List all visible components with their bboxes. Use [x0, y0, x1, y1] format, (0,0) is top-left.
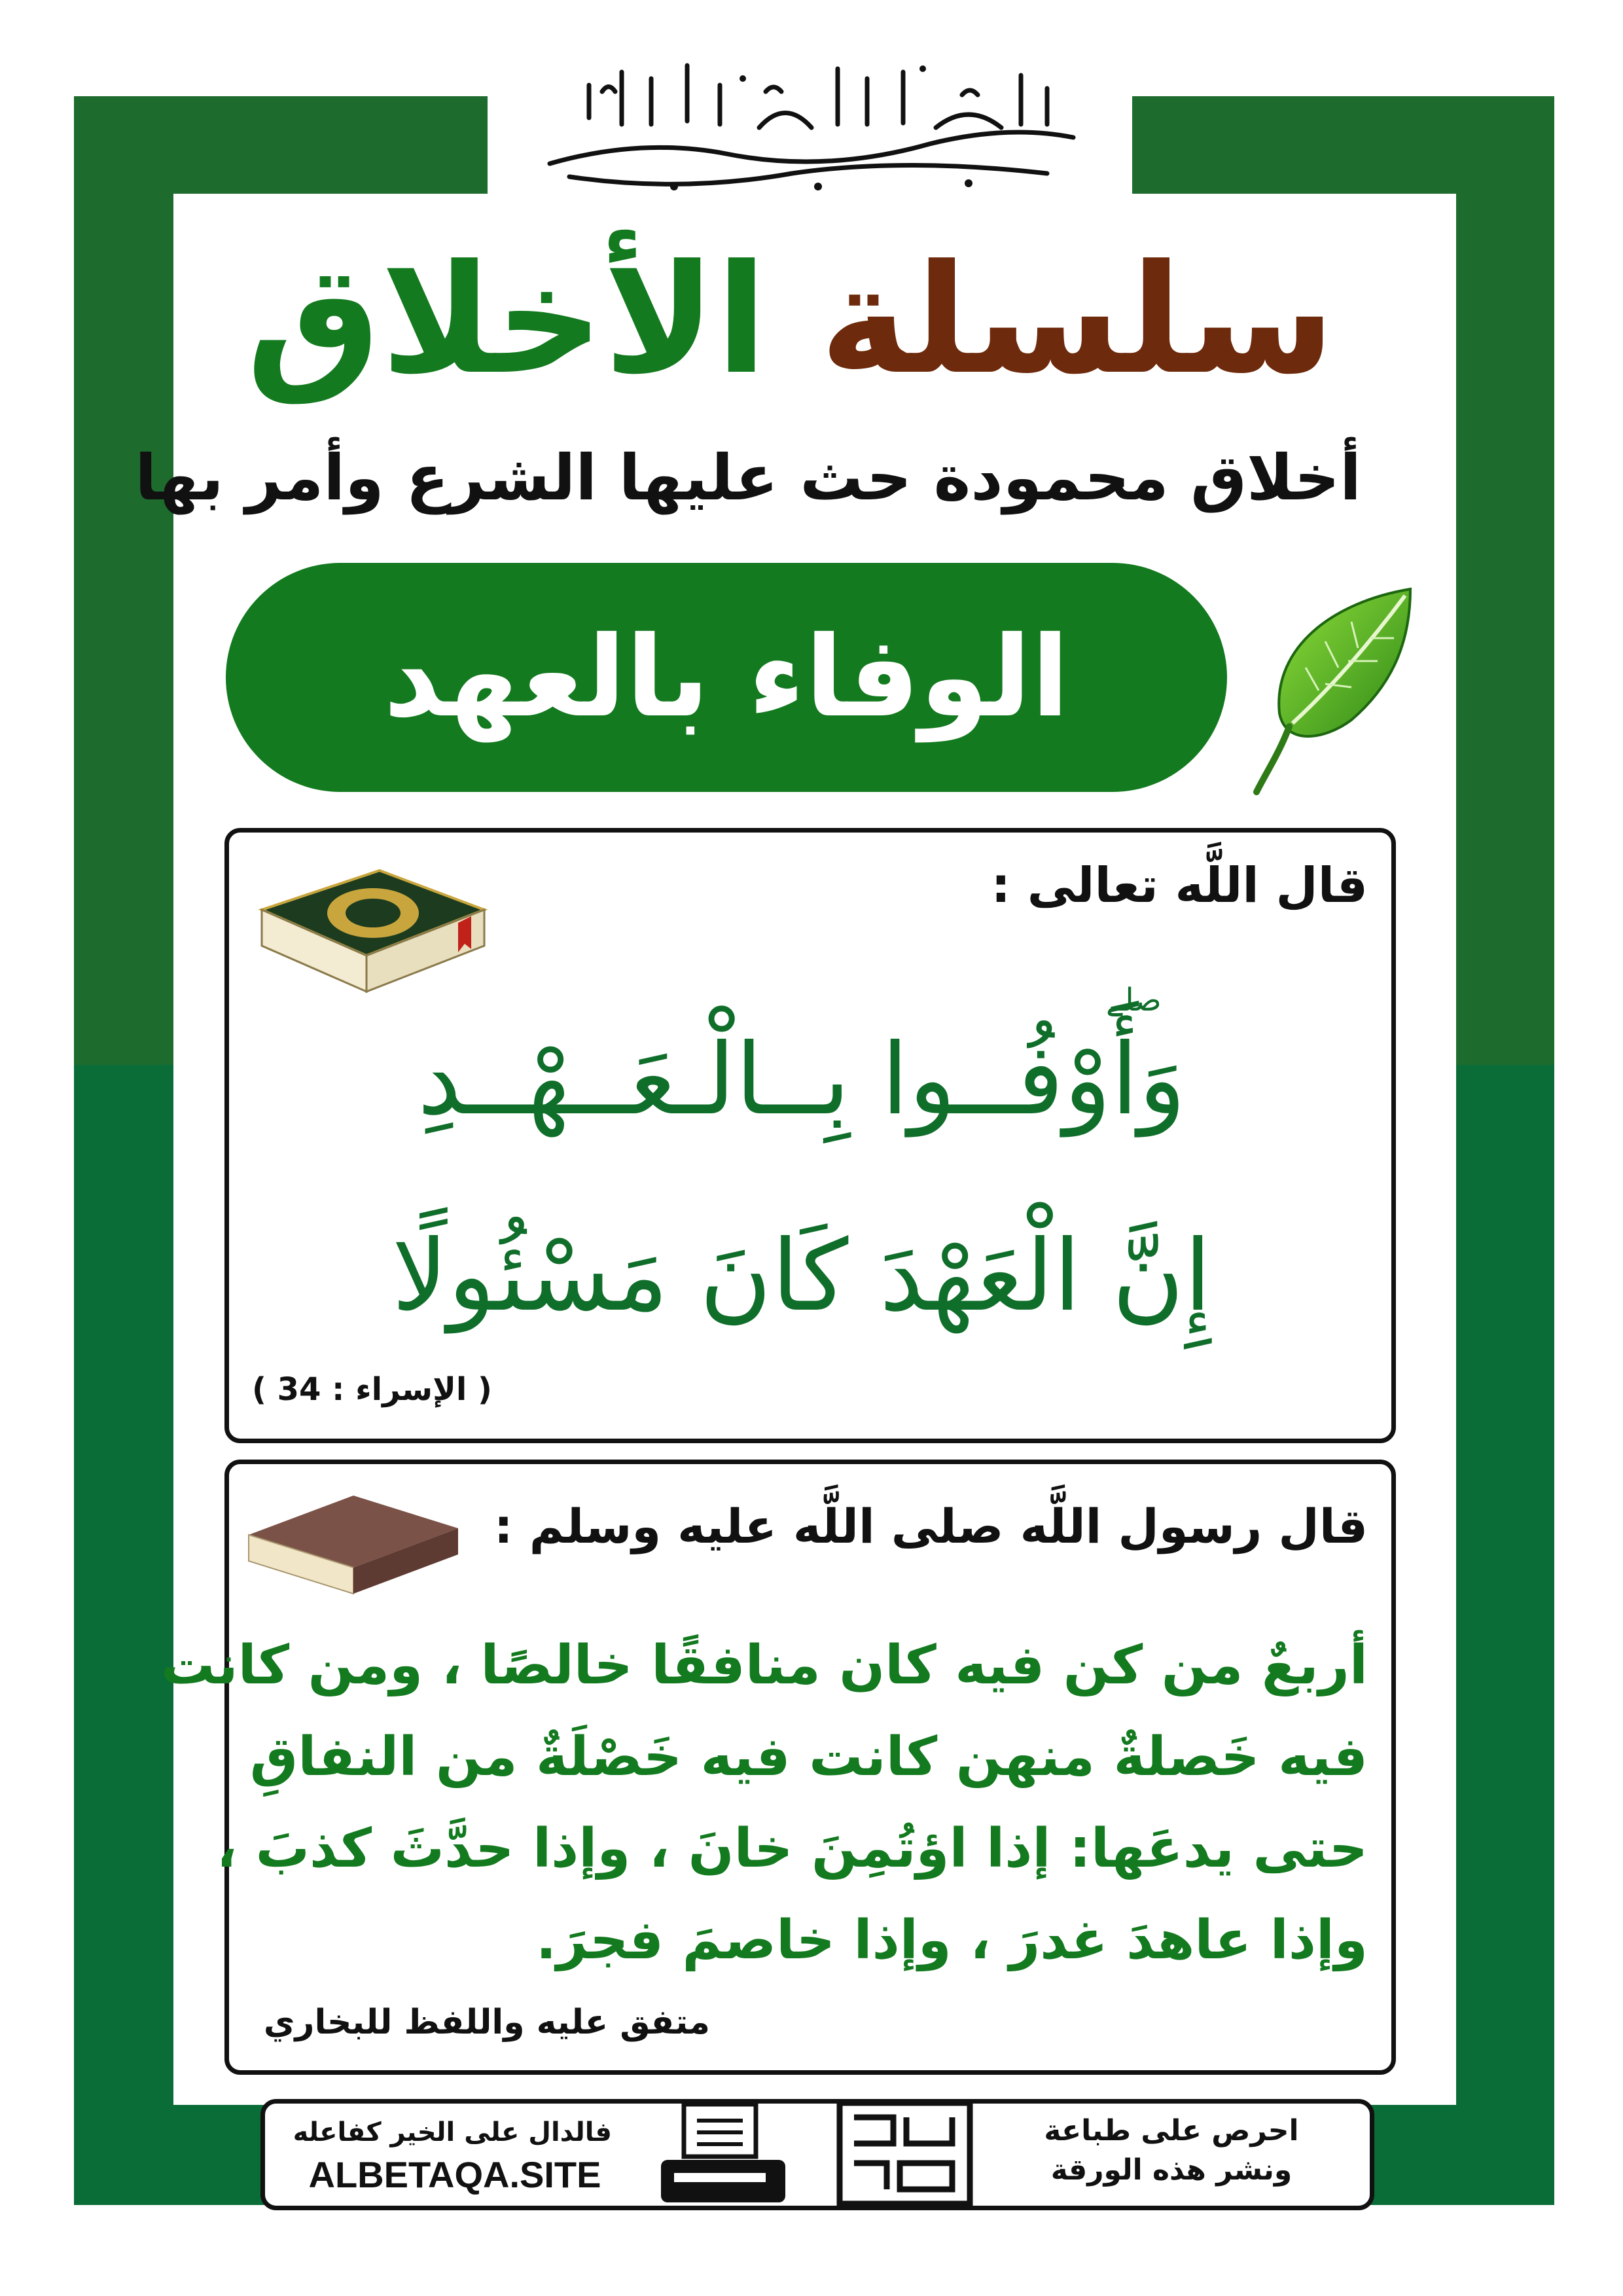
hadith-line: وإذا عاهدَ غدرَ ، وإذا خاصمَ فجرَ. [536, 1909, 1368, 1971]
quran-book-icon [249, 851, 491, 1001]
book-icon [242, 1482, 465, 1600]
verse-line-1: وَأَوْفُــوا بِــالْـعَــهْــدِ [418, 1023, 1186, 1137]
title-word-series: سلسلة [819, 233, 1335, 408]
verse-pause-sign: صلے [1106, 982, 1162, 1018]
page-subtitle: أخلاق محمودة حث عليها الشرع وأمر بها [135, 441, 1361, 514]
basmala-calligraphy [510, 39, 1099, 196]
quran-intro: قال اللَّه تعالى : [991, 857, 1368, 914]
hadith-line: أربعٌ من كن فيه كان منافقًا خالصًا ، ومن كانت [161, 1634, 1368, 1696]
leaf-icon [1253, 576, 1423, 798]
footer-call-line-2: ونشر هذه الورقة [1050, 2153, 1293, 2187]
hadith-line: حتى يدعَها: إذا اؤتُمِنَ خانَ ، وإذا حدَّثَ كذبَ ، [216, 1818, 1368, 1880]
footer-site-link[interactable]: ALBETAQA.SITE [308, 2154, 601, 2195]
printer-icon [658, 2101, 789, 2206]
topic-title: الوفاء بالعهد [383, 613, 1069, 742]
footer-motto: فالدال على الخير كفاعله [293, 2117, 612, 2147]
hadith-source: متفق عليه واللفظ للبخاري [263, 2003, 710, 2042]
hadith-line: فيه خَصلةٌ منهن كانت فيه خَصْلَةٌ من النفاقِ [249, 1726, 1368, 1788]
title-word-ethics: الأخلاق [246, 233, 768, 408]
verse-reference: ( الإسراء : 34 ) [252, 1371, 492, 1408]
verse-line-2: إِنَّ الْعَهْدَ كَانَ مَسْئُولًا [391, 1219, 1212, 1333]
footer-call-line-1: احرص على طباعة [1044, 2114, 1299, 2147]
hadith-intro: قال رسول اللَّه صلى اللَّه عليه وسلم : [493, 1499, 1368, 1554]
page-title [246, 223, 1335, 419]
logo-icon [834, 2098, 975, 2209]
